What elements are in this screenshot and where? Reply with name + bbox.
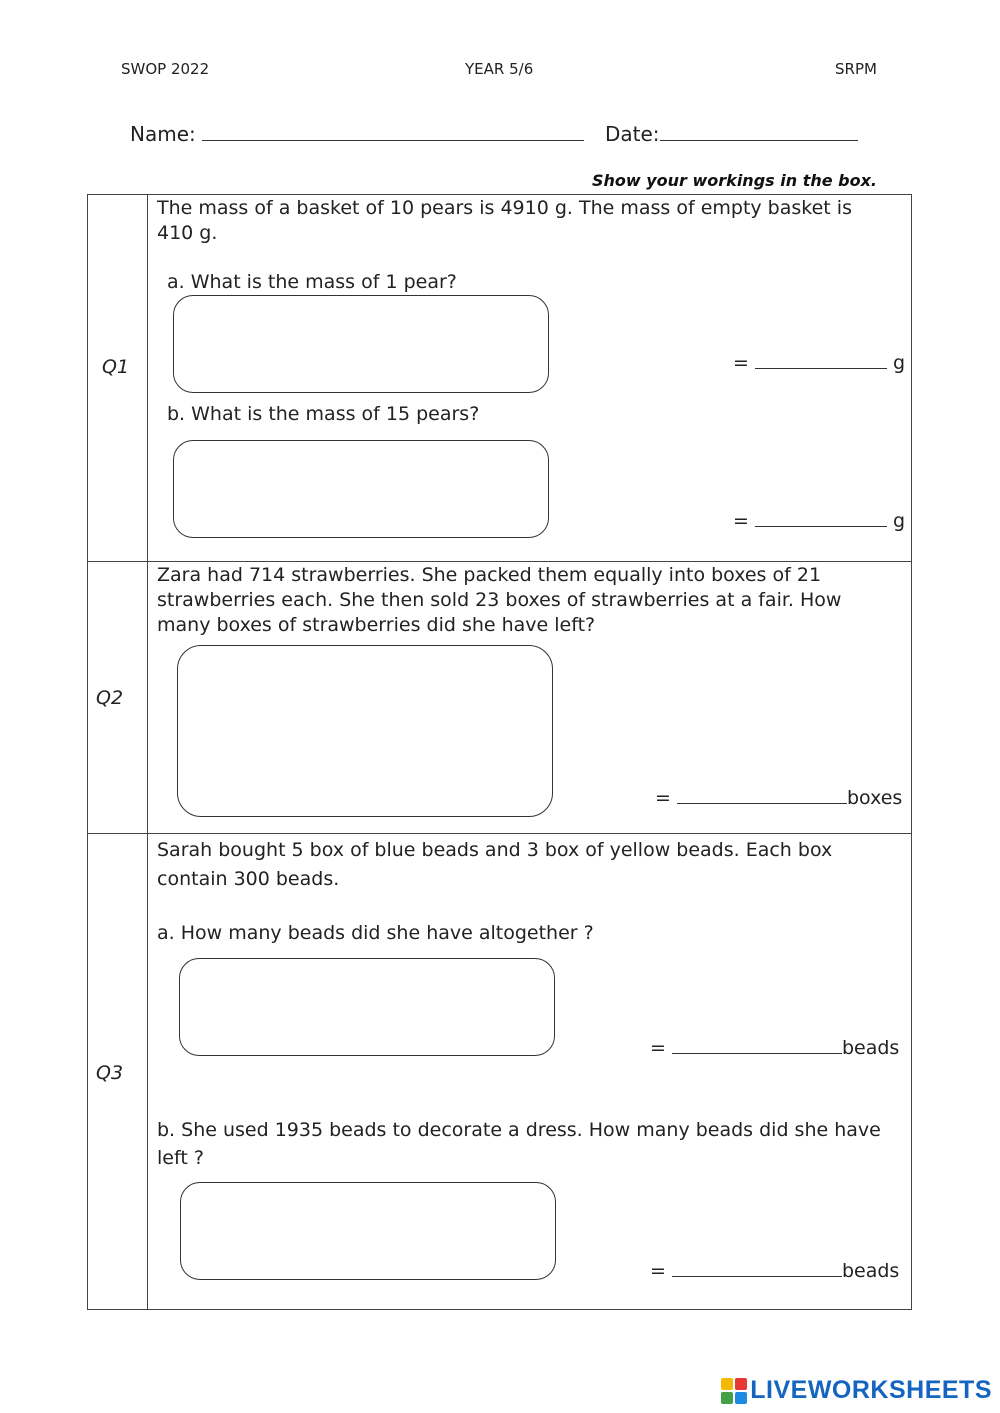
table-border-bottom: [87, 1309, 912, 1310]
q1a-text: a. What is the mass of 1 pear?: [167, 271, 457, 293]
table-border-top: [87, 194, 912, 195]
table-border-right: [911, 194, 912, 1310]
q2-unit: boxes: [846, 787, 903, 809]
instruction: Show your workings in the box.: [591, 171, 877, 190]
q1a-answer-field[interactable]: [755, 350, 887, 369]
q1a-equals: =: [733, 352, 749, 374]
q1b-text: b. What is the mass of 15 pears?: [167, 403, 480, 425]
q3a-text: a. How many beads did she have altogether ?: [157, 922, 594, 944]
q1b-answer: [733, 508, 905, 532]
q3a-unit: beads: [841, 1037, 900, 1059]
q2-label: Q2: [96, 687, 124, 709]
q3a-answer-field[interactable]: [672, 1035, 842, 1054]
q3a-answer: [650, 1035, 899, 1059]
header-left: SWOP 2022: [121, 60, 210, 78]
q1a-workings-box[interactable]: [173, 295, 549, 393]
q2-text: Zara had 714 strawberries. She packed them equally into boxes of 21 strawberries each. She then sold 23 boxes of strawberries at a fair. How many boxes of strawberries did she have left?: [157, 564, 842, 636]
logo-text: LIVEWORKSHEETS: [750, 1376, 992, 1404]
date-label: Date:: [605, 122, 660, 146]
name-field[interactable]: [202, 120, 584, 141]
q1-label: Q1: [102, 356, 130, 378]
q3-label: Q3: [96, 1062, 124, 1084]
q3b-equals: =: [650, 1260, 666, 1282]
q1b-unit: g: [893, 510, 906, 532]
q3b-unit: beads: [841, 1260, 900, 1282]
date-row: [605, 120, 858, 146]
q1b-answer-field[interactable]: [755, 508, 887, 527]
q3a-workings-box[interactable]: [179, 958, 555, 1056]
table-column-divider: [147, 194, 148, 1310]
q3-text: Sarah bought 5 box of blue beads and 3 box of yellow beads. Each box contain 300 beads.: [157, 839, 833, 890]
q2-equals: =: [655, 787, 671, 809]
q2-workings-box[interactable]: [177, 645, 553, 817]
q2-answer: [655, 785, 902, 809]
q2-answer-field[interactable]: [677, 785, 847, 804]
table-divider-1: [87, 561, 912, 562]
name-label: Name:: [130, 122, 196, 146]
q3b-answer-field[interactable]: [672, 1258, 842, 1277]
date-field[interactable]: [660, 120, 858, 141]
q3b-text: b. She used 1935 beads to decorate a dress. How many beads did she have left ?: [157, 1119, 881, 1169]
header-right: SRPM: [835, 60, 877, 78]
q1a-answer: [733, 350, 905, 374]
logo-grid-icon: [721, 1378, 747, 1404]
q1b-equals: =: [733, 510, 749, 532]
header-center: YEAR 5/6: [465, 60, 534, 78]
q3b-workings-box[interactable]: [180, 1182, 556, 1280]
q1-text: The mass of a basket of 10 pears is 4910 g. The mass of empty basket is 410 g.: [157, 197, 852, 244]
name-row: [130, 120, 584, 146]
table-divider-2: [87, 833, 912, 834]
table-border-left: [87, 194, 88, 1310]
q3a-equals: =: [650, 1037, 666, 1059]
q3b-answer: [650, 1258, 899, 1282]
liveworksheets-logo: [721, 1376, 992, 1405]
q1a-unit: g: [893, 352, 906, 374]
q1b-workings-box[interactable]: [173, 440, 549, 538]
